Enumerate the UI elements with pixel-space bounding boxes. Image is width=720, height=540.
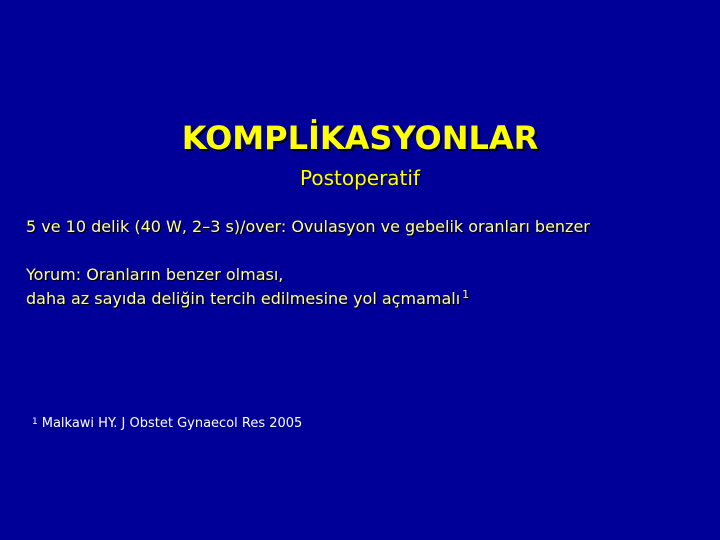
reference-footnote xyxy=(32,414,302,435)
citation-marker: 1 xyxy=(462,288,470,301)
slide-subtitle: Postoperatif xyxy=(300,166,420,190)
comment-text-line-1: Yorum: Oranların benzer olması, xyxy=(26,265,284,284)
finding-text: 5 ve 10 delik (40 W, 2–3 s)/over: Ovulasyon ve gebelik oranları benzer xyxy=(26,217,590,236)
reference-text: Malkawi HY. J Obstet Gynaecol Res 2005 xyxy=(41,416,303,431)
slide-title: KOMPLİKASYONLAR xyxy=(181,119,539,157)
comment-text-line-2 xyxy=(26,288,469,312)
reference-marker: 1 xyxy=(32,417,38,427)
comment-text-line-2-body: daha az sayıda deliğin tercih edilmesine yol açmamalı xyxy=(26,289,461,308)
